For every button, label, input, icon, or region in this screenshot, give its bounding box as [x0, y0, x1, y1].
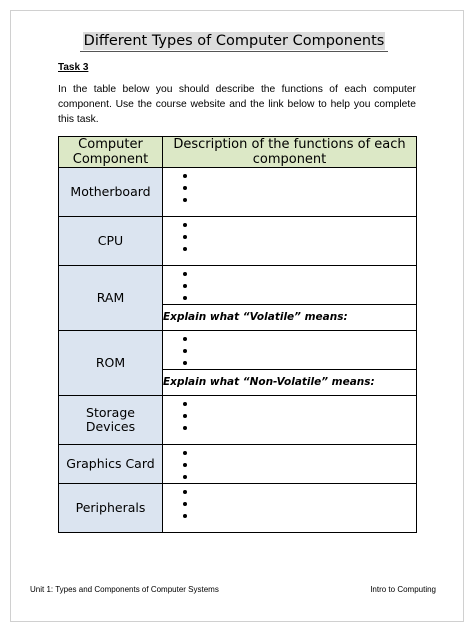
header-component: Computer Component — [59, 137, 163, 168]
component-storage-devices — [59, 396, 163, 445]
bullet-list — [163, 333, 416, 369]
bullet-list — [163, 398, 416, 434]
task-label: Task 3 — [58, 62, 89, 73]
bullet-list — [163, 486, 416, 522]
table-header-row — [59, 137, 417, 168]
bullet — [183, 280, 416, 292]
intro-paragraph: In the table below you should describe the functions of each computer component. Use the course website and the link below to help you complete this task. — [58, 84, 416, 125]
explain-volatile[interactable]: Explain what “Volatile” means: — [163, 305, 417, 331]
footer-right: Intro to Computing — [370, 585, 436, 594]
bullet — [183, 194, 416, 206]
bullet — [183, 471, 416, 483]
bullet — [183, 398, 416, 410]
description-cell[interactable] — [163, 331, 417, 370]
components-table — [58, 136, 417, 533]
header-description: Description of the functions of each component — [163, 137, 417, 168]
bullet — [183, 243, 416, 255]
description-cell[interactable] — [163, 266, 417, 305]
component-ram: RAM — [59, 266, 163, 331]
bullet — [183, 447, 416, 459]
component-rom: ROM — [59, 331, 163, 396]
bullet — [183, 231, 416, 243]
bullet — [183, 219, 416, 231]
bullet-list — [163, 219, 416, 255]
description-cell[interactable] — [163, 445, 417, 484]
bullet — [183, 182, 416, 194]
bullet — [183, 345, 416, 357]
bullet — [183, 486, 416, 498]
bullet — [183, 498, 416, 510]
bullet — [183, 268, 416, 280]
page-title: Different Types of Computer Components — [83, 33, 385, 49]
description-cell[interactable] — [163, 396, 417, 445]
table-row — [59, 445, 417, 484]
bullet — [183, 459, 416, 471]
table-row — [59, 396, 417, 445]
description-cell[interactable] — [163, 168, 417, 217]
bullet — [183, 410, 416, 422]
table-row — [59, 331, 417, 370]
description-cell[interactable] — [163, 217, 417, 266]
table-row — [59, 266, 417, 305]
storage-devices-label: Storage Devices — [85, 405, 136, 434]
bullet — [183, 422, 416, 434]
bullet — [183, 510, 416, 522]
bullet — [183, 333, 416, 345]
description-cell[interactable] — [163, 484, 417, 533]
title-bar — [80, 31, 388, 52]
footer-left: Unit 1: Types and Components of Computer Systems — [30, 585, 219, 594]
component-motherboard: Motherboard — [59, 168, 163, 217]
component-cpu: CPU — [59, 217, 163, 266]
component-peripherals: Peripherals — [59, 484, 163, 533]
component-graphics-card: Graphics Card — [59, 445, 163, 484]
bullet-list — [163, 447, 416, 483]
table-row — [59, 168, 417, 217]
bullet — [183, 292, 416, 304]
table-row — [59, 484, 417, 533]
bullet — [183, 357, 416, 369]
bullet-list — [163, 268, 416, 304]
table-row — [59, 217, 417, 266]
explain-non-volatile[interactable]: Explain what “Non-Volatile” means: — [163, 370, 417, 396]
bullet-list — [163, 170, 416, 206]
bullet — [183, 170, 416, 182]
